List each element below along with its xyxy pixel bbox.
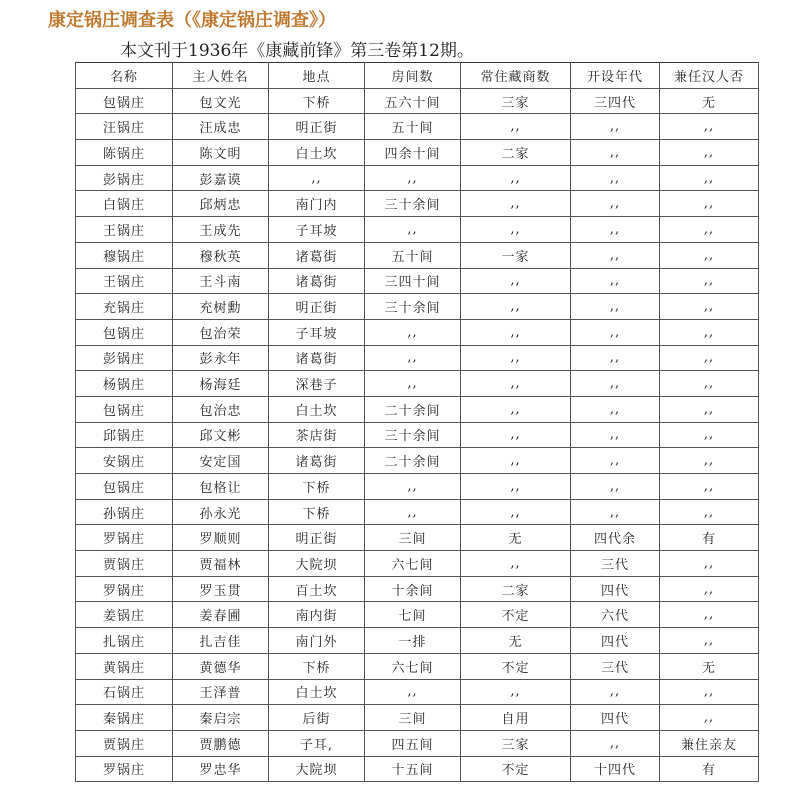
- table-cell: ,,: [461, 474, 571, 500]
- table-row: [76, 576, 759, 602]
- table-cell: ,,: [660, 191, 759, 217]
- table-cell: 秦启宗: [173, 705, 269, 731]
- column-header: 开设年代: [571, 63, 660, 89]
- table-cell: ,,: [461, 217, 571, 243]
- table-cell: 陈锅庄: [76, 140, 173, 166]
- table-row: [76, 602, 759, 628]
- column-header: 常住藏商数: [461, 63, 571, 89]
- table-cell: ,,: [571, 422, 660, 448]
- table-cell: 贾福林: [173, 551, 269, 577]
- table-cell: 五六十间: [365, 88, 461, 114]
- table-cell: 四余十间: [365, 140, 461, 166]
- table-cell: 四代余: [571, 525, 660, 551]
- table-row: [76, 345, 759, 371]
- table-cell: 汪成忠: [173, 114, 269, 140]
- table-cell: 有: [660, 756, 759, 782]
- table-cell: ,,: [660, 499, 759, 525]
- table-cell: 王泽普: [173, 679, 269, 705]
- table-cell: 二十余间: [365, 448, 461, 474]
- table-cell: 贾鹏德: [173, 730, 269, 756]
- table-cell: 包锅庄: [76, 396, 173, 422]
- table-cell: 罗顺则: [173, 525, 269, 551]
- table-cell: 包治荣: [173, 319, 269, 345]
- publication-note: 本文刊于1936年《康藏前锋》第三卷第12期。: [120, 41, 474, 61]
- table-cell: 四代: [571, 705, 660, 731]
- column-header: 地点: [269, 63, 365, 89]
- table-row: [76, 474, 759, 500]
- table-cell: 杨锅庄: [76, 371, 173, 397]
- table-cell: ,,: [660, 396, 759, 422]
- table-cell: 五十间: [365, 114, 461, 140]
- table-cell: ,,: [461, 165, 571, 191]
- table-row: [76, 730, 759, 756]
- table-cell: 黄锅庄: [76, 653, 173, 679]
- table-cell: 诸葛街: [269, 345, 365, 371]
- table-cell: ,,: [461, 114, 571, 140]
- table-cell: 邱炳忠: [173, 191, 269, 217]
- table-cell: 罗锅庄: [76, 576, 173, 602]
- table-row: [76, 140, 759, 166]
- table-cell: ,,: [571, 294, 660, 320]
- table-cell: ,,: [660, 319, 759, 345]
- table-cell: 白土坎: [269, 140, 365, 166]
- table-cell: 十四代: [571, 756, 660, 782]
- table-cell: 后街: [269, 705, 365, 731]
- table-cell: ,,: [571, 165, 660, 191]
- table-cell: 一排: [365, 628, 461, 654]
- table-cell: 彭锅庄: [76, 345, 173, 371]
- table-cell: ,,: [365, 474, 461, 500]
- table-cell: ,,: [571, 191, 660, 217]
- table-cell: 三家: [461, 730, 571, 756]
- table-cell: 四五间: [365, 730, 461, 756]
- table-cell: 王锅庄: [76, 217, 173, 243]
- table-cell: ,,: [660, 474, 759, 500]
- table-cell: ,,: [571, 319, 660, 345]
- table-cell: 南内街: [269, 602, 365, 628]
- table-cell: 扎吉佳: [173, 628, 269, 654]
- table-cell: ,,: [660, 551, 759, 577]
- table-cell: 二家: [461, 576, 571, 602]
- table-cell: ,,: [461, 679, 571, 705]
- column-header: 主人姓名: [173, 63, 269, 89]
- table-cell: 包治忠: [173, 396, 269, 422]
- table-cell: 杨海廷: [173, 371, 269, 397]
- table-cell: ,,: [571, 140, 660, 166]
- table-cell: ,,: [461, 499, 571, 525]
- table-cell: 孙锅庄: [76, 499, 173, 525]
- table-cell: ,,: [660, 628, 759, 654]
- table-cell: 石锅庄: [76, 679, 173, 705]
- table-cell: 罗锅庄: [76, 756, 173, 782]
- table-cell: 陈文明: [173, 140, 269, 166]
- table-header-row: [76, 63, 759, 89]
- table-cell: ,,: [461, 319, 571, 345]
- table-cell: 不定: [461, 602, 571, 628]
- table-cell: 明正街: [269, 525, 365, 551]
- table-cell: ,,: [571, 679, 660, 705]
- table-row: [76, 396, 759, 422]
- table-cell: 充锅庄: [76, 294, 173, 320]
- guozhuang-survey-table: [75, 62, 759, 782]
- table-cell: 穆锅庄: [76, 242, 173, 268]
- table-row: [76, 114, 759, 140]
- table-cell: 六七间: [365, 551, 461, 577]
- table-cell: 有: [660, 525, 759, 551]
- table-cell: ,,: [365, 345, 461, 371]
- table-cell: 兼住亲友: [660, 730, 759, 756]
- table-cell: 子耳坡: [269, 217, 365, 243]
- table-cell: 子耳,: [269, 730, 365, 756]
- table-cell: 彭锅庄: [76, 165, 173, 191]
- table-row: [76, 191, 759, 217]
- table-cell: ,,: [571, 268, 660, 294]
- table-cell: 诸葛街: [269, 448, 365, 474]
- table-cell: 百土坎: [269, 576, 365, 602]
- table-cell: 三家: [461, 88, 571, 114]
- table-cell: ,,: [365, 499, 461, 525]
- table-cell: 包锅庄: [76, 474, 173, 500]
- table-row: [76, 499, 759, 525]
- table-cell: 四代: [571, 628, 660, 654]
- table-cell: 诸葛街: [269, 268, 365, 294]
- table-cell: ,,: [269, 165, 365, 191]
- table-cell: 白土坎: [269, 679, 365, 705]
- table-cell: 邱文彬: [173, 422, 269, 448]
- table-cell: ,,: [365, 217, 461, 243]
- table-row: [76, 88, 759, 114]
- table-cell: 彭嘉谟: [173, 165, 269, 191]
- table-row: [76, 448, 759, 474]
- table-cell: ,,: [365, 679, 461, 705]
- table-cell: 五十间: [365, 242, 461, 268]
- table-row: [76, 319, 759, 345]
- table-cell: 诸葛街: [269, 242, 365, 268]
- table-cell: ,,: [660, 140, 759, 166]
- table-cell: 下桥: [269, 474, 365, 500]
- table-cell: 罗忠华: [173, 756, 269, 782]
- table-cell: ,,: [365, 371, 461, 397]
- table-cell: 二家: [461, 140, 571, 166]
- table-cell: 三间: [365, 525, 461, 551]
- table-cell: 包锅庄: [76, 88, 173, 114]
- table-cell: 彭永年: [173, 345, 269, 371]
- table-cell: ,,: [365, 319, 461, 345]
- table-cell: ,,: [571, 242, 660, 268]
- table-row: [76, 679, 759, 705]
- table-row: [76, 756, 759, 782]
- table-cell: ,,: [571, 396, 660, 422]
- table-cell: 穆秋英: [173, 242, 269, 268]
- table-cell: 下桥: [269, 499, 365, 525]
- table-row: [76, 551, 759, 577]
- table-cell: ,,: [660, 268, 759, 294]
- table-cell: ,,: [461, 371, 571, 397]
- table-cell: 安定国: [173, 448, 269, 474]
- table-cell: ,,: [571, 371, 660, 397]
- table-cell: ,,: [571, 217, 660, 243]
- table-cell: 包文光: [173, 88, 269, 114]
- table-cell: 秦锅庄: [76, 705, 173, 731]
- table-row: [76, 705, 759, 731]
- table-cell: ,,: [461, 268, 571, 294]
- column-header: 兼任汉人否: [660, 63, 759, 89]
- table-cell: 自用: [461, 705, 571, 731]
- table-cell: ,,: [461, 448, 571, 474]
- table-cell: ,,: [461, 422, 571, 448]
- table-cell: ,,: [660, 114, 759, 140]
- table-cell: 六七间: [365, 653, 461, 679]
- table-cell: 大院坝: [269, 551, 365, 577]
- table-cell: 南门外: [269, 628, 365, 654]
- table-cell: ,,: [660, 294, 759, 320]
- table-cell: 贾锅庄: [76, 551, 173, 577]
- table-cell: 充树勳: [173, 294, 269, 320]
- table-cell: 下桥: [269, 88, 365, 114]
- table-cell: 三代: [571, 551, 660, 577]
- table-cell: ,,: [571, 114, 660, 140]
- table-cell: 不定: [461, 756, 571, 782]
- table-cell: ,,: [660, 705, 759, 731]
- table-cell: 邱锅庄: [76, 422, 173, 448]
- table-cell: ,,: [365, 165, 461, 191]
- table-cell: ,,: [571, 345, 660, 371]
- table-cell: ,,: [571, 448, 660, 474]
- table-row: [76, 628, 759, 654]
- table-cell: 三十余间: [365, 422, 461, 448]
- table-cell: 四代: [571, 576, 660, 602]
- table-cell: 汪锅庄: [76, 114, 173, 140]
- table-cell: 六代: [571, 602, 660, 628]
- table-row: [76, 165, 759, 191]
- table-cell: 三间: [365, 705, 461, 731]
- table-cell: 安锅庄: [76, 448, 173, 474]
- table-cell: ,,: [461, 551, 571, 577]
- table-row: [76, 422, 759, 448]
- table-cell: 深巷子: [269, 371, 365, 397]
- table-cell: 白土坎: [269, 396, 365, 422]
- table-cell: 十余间: [365, 576, 461, 602]
- table-cell: ,,: [571, 499, 660, 525]
- table-row: [76, 653, 759, 679]
- table-cell: 子耳坡: [269, 319, 365, 345]
- table-cell: 王成先: [173, 217, 269, 243]
- table-cell: 无: [660, 653, 759, 679]
- table-cell: 扎锅庄: [76, 628, 173, 654]
- table-row: [76, 371, 759, 397]
- table-cell: 不定: [461, 653, 571, 679]
- table-cell: ,,: [660, 371, 759, 397]
- table-body: [76, 88, 759, 782]
- table-cell: 无: [660, 88, 759, 114]
- column-header: 房间数: [365, 63, 461, 89]
- table-cell: 南门内: [269, 191, 365, 217]
- table-cell: 三十余间: [365, 191, 461, 217]
- table-cell: 七间: [365, 602, 461, 628]
- table-cell: 无: [461, 525, 571, 551]
- table-cell: 三四代: [571, 88, 660, 114]
- table-cell: 三四十间: [365, 268, 461, 294]
- table-cell: ,,: [660, 217, 759, 243]
- table-cell: 三十余间: [365, 294, 461, 320]
- table-cell: 明正街: [269, 114, 365, 140]
- column-header: 名称: [76, 63, 173, 89]
- table-cell: 罗锅庄: [76, 525, 173, 551]
- table-cell: ,,: [660, 602, 759, 628]
- table-cell: 王斗南: [173, 268, 269, 294]
- table-row: [76, 294, 759, 320]
- table-cell: ,,: [660, 242, 759, 268]
- table-cell: ,,: [461, 396, 571, 422]
- table-cell: ,,: [461, 345, 571, 371]
- table-cell: ,,: [660, 679, 759, 705]
- table-cell: ,,: [660, 165, 759, 191]
- table-cell: 十五间: [365, 756, 461, 782]
- table-cell: 一家: [461, 242, 571, 268]
- table-cell: 孙永光: [173, 499, 269, 525]
- table-cell: 王锅庄: [76, 268, 173, 294]
- table-cell: 三代: [571, 653, 660, 679]
- table-row: [76, 217, 759, 243]
- table-cell: 白锅庄: [76, 191, 173, 217]
- table-cell: ,,: [660, 422, 759, 448]
- table-cell: ,,: [571, 474, 660, 500]
- table-cell: 包格让: [173, 474, 269, 500]
- table-row: [76, 242, 759, 268]
- table-cell: 姜春圃: [173, 602, 269, 628]
- table-cell: 无: [461, 628, 571, 654]
- table-cell: ,,: [571, 730, 660, 756]
- table-row: [76, 268, 759, 294]
- page-heading: 康定锅庄调查表（《康定锅庄调查》）: [48, 10, 336, 31]
- table-cell: 大院坝: [269, 756, 365, 782]
- table-cell: 贾锅庄: [76, 730, 173, 756]
- table-cell: 茶店街: [269, 422, 365, 448]
- table-cell: 姜锅庄: [76, 602, 173, 628]
- table-cell: 二十余间: [365, 396, 461, 422]
- table-cell: ,,: [660, 576, 759, 602]
- table-cell: 包锅庄: [76, 319, 173, 345]
- table-cell: ,,: [461, 191, 571, 217]
- table-cell: ,,: [660, 345, 759, 371]
- table-cell: 黄德华: [173, 653, 269, 679]
- table-row: [76, 525, 759, 551]
- table-cell: 明正街: [269, 294, 365, 320]
- table-cell: ,,: [660, 448, 759, 474]
- table-cell: ,,: [461, 294, 571, 320]
- table-cell: 下桥: [269, 653, 365, 679]
- table-cell: 罗玉贯: [173, 576, 269, 602]
